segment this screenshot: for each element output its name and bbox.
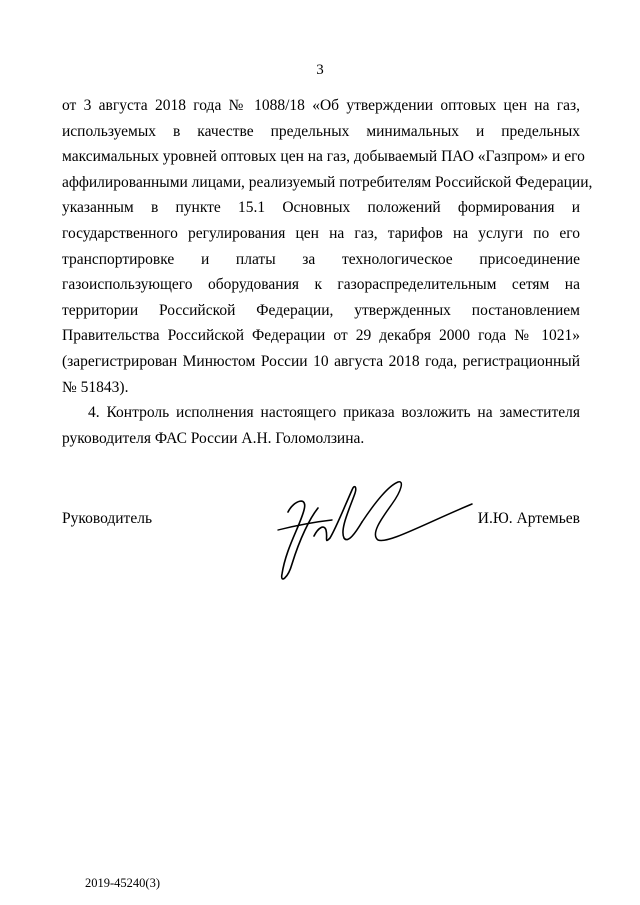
- paragraph-item-4: [62, 400, 580, 451]
- signature-block: [62, 508, 580, 598]
- text-line: (зарегистрирован Минюстом России 10 августа 2018 года, регистрационный: [62, 352, 580, 370]
- text-line: от 3 августа 2018 года № 1088/18 «Об утверждении оптовых цен на газ,: [62, 97, 580, 114]
- text-line: 4. Контроль исполнения настоящего приказа возложить на заместителя: [88, 404, 580, 422]
- page-number: 3: [316, 62, 324, 78]
- text-line: территории Российской Федерации, утвержденных постановлением: [62, 301, 580, 319]
- text-line: № 51843).: [62, 378, 129, 396]
- text-line: используемых в качестве предельных минимальных и предельных: [62, 122, 580, 140]
- handwritten-signature: [274, 478, 474, 588]
- text-line: максимальных уровней оптовых цен на газ, добываемый ПАО «Газпром» и его: [62, 148, 585, 166]
- text-line: Правительства Российской Федерации от 29 декабря 2000 года № 1021»: [62, 327, 580, 345]
- text-line: газоиспользующего оборудования к газораспределительным сетям на: [62, 276, 580, 294]
- text-line: руководителя ФАС России А.Н. Голомолзина.: [62, 429, 365, 447]
- signatory-title: Руководитель: [62, 510, 153, 527]
- paragraph-continuation: [62, 93, 593, 400]
- text-line: государственного регулирования цен на газ, тарифов на услуги по его: [62, 224, 580, 242]
- document-code: 2019-45240(3): [85, 876, 160, 890]
- text-line: транспортировке и платы за технологическое присоединение: [62, 250, 580, 268]
- text-line: аффилированными лицами, реализуемый потребителям Российской Федерации,: [62, 173, 593, 191]
- signatory-name: И.Ю. Артемьев: [477, 510, 580, 527]
- document-body: [62, 93, 593, 451]
- text-line: указанным в пункте 15.1 Основных положений формирования и: [62, 199, 580, 217]
